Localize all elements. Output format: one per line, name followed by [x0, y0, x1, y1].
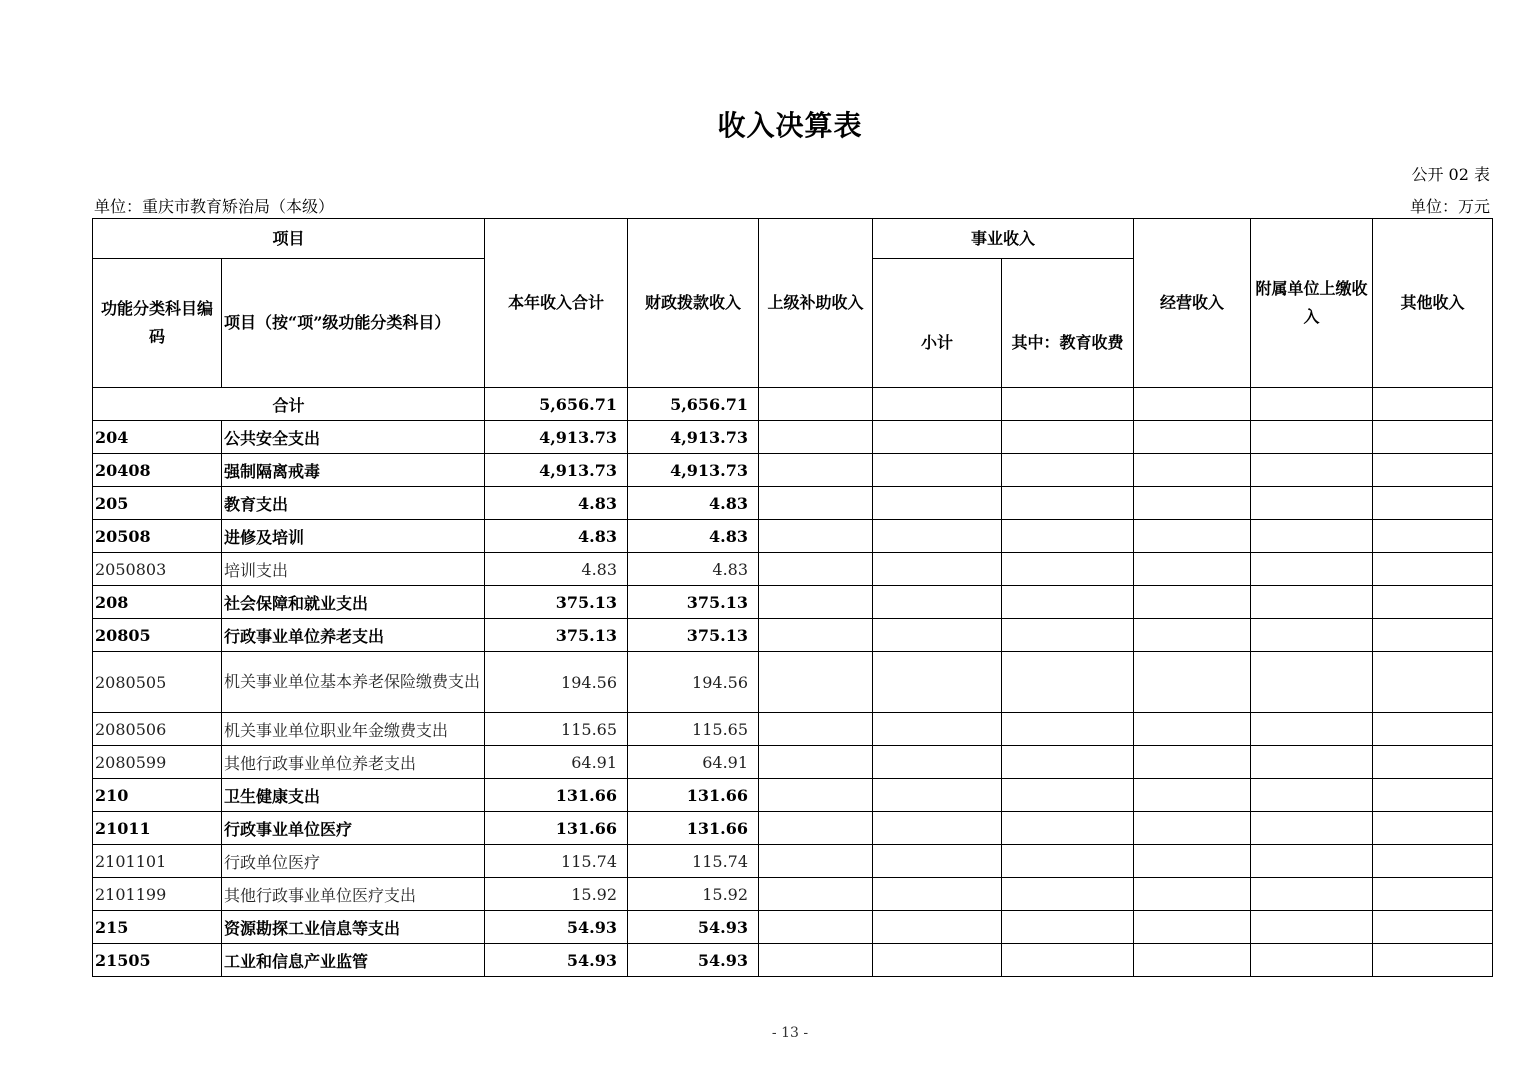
empty-cell — [759, 746, 873, 779]
table-row — [93, 812, 1493, 845]
currency-unit: 单位：万元 — [1409, 197, 1490, 216]
empty-cell — [1373, 911, 1493, 944]
empty-cell — [1134, 652, 1251, 713]
row-name: 公共安全支出 — [222, 421, 485, 454]
empty-cell — [759, 553, 873, 586]
row-total: 131.66 — [485, 779, 628, 812]
row-fiscal: 131.66 — [628, 779, 759, 812]
empty-cell — [1134, 619, 1251, 652]
row-fiscal: 115.74 — [628, 845, 759, 878]
empty-cell — [759, 911, 873, 944]
row-code: 20805 — [93, 619, 222, 652]
row-code: 21011 — [93, 812, 222, 845]
empty-cell — [759, 779, 873, 812]
row-code: 205 — [93, 487, 222, 520]
empty-cell — [759, 520, 873, 553]
empty-cell — [759, 713, 873, 746]
empty-cell — [1134, 878, 1251, 911]
row-name: 资源勘探工业信息等支出 — [222, 911, 485, 944]
row-code: 208 — [93, 586, 222, 619]
row-name: 其他行政事业单位养老支出 — [222, 746, 485, 779]
empty-cell — [1251, 619, 1373, 652]
row-total: 194.56 — [485, 652, 628, 713]
empty-cell — [1373, 421, 1493, 454]
table-row — [93, 454, 1493, 487]
row-code: 21505 — [93, 944, 222, 977]
empty-cell — [873, 652, 1002, 713]
empty-cell — [759, 619, 873, 652]
row-code: 2101199 — [93, 878, 222, 911]
empty-cell — [1373, 878, 1493, 911]
table-row — [93, 911, 1493, 944]
row-total: 4.83 — [485, 520, 628, 553]
empty-cell — [1002, 878, 1134, 911]
row-name: 培训支出 — [222, 553, 485, 586]
empty-cell — [873, 619, 1002, 652]
empty-cell — [1251, 520, 1373, 553]
row-total: 115.65 — [485, 713, 628, 746]
page-number: - 13 - — [771, 1025, 809, 1041]
empty-cell — [873, 779, 1002, 812]
row-total: 4.83 — [485, 553, 628, 586]
empty-cell — [1134, 845, 1251, 878]
empty-cell — [873, 713, 1002, 746]
header-edu-fee: 其中：教育收费 — [1002, 259, 1134, 388]
empty-cell — [1002, 746, 1134, 779]
row-fiscal: 4.83 — [628, 553, 759, 586]
empty-cell — [759, 878, 873, 911]
empty-cell — [1251, 845, 1373, 878]
empty-cell — [759, 845, 873, 878]
row-code: 2080506 — [93, 713, 222, 746]
empty-cell — [759, 944, 873, 977]
row-name: 进修及培训 — [222, 520, 485, 553]
empty-cell — [1134, 520, 1251, 553]
row-total: 4,913.73 — [485, 421, 628, 454]
empty-cell — [1002, 520, 1134, 553]
empty-cell — [1251, 586, 1373, 619]
row-fiscal: 4.83 — [628, 520, 759, 553]
header-business: 事业收入 — [873, 219, 1134, 259]
header-code: 功能分类科目编码 — [93, 259, 222, 388]
header-total: 本年收入合计 — [485, 219, 628, 388]
header-project: 项目 — [93, 219, 485, 259]
empty-cell — [1251, 454, 1373, 487]
empty-cell — [1373, 652, 1493, 713]
empty-cell — [759, 454, 873, 487]
row-fiscal: 194.56 — [628, 652, 759, 713]
empty-cell — [1002, 779, 1134, 812]
empty-cell — [1251, 944, 1373, 977]
row-name: 机关事业单位基本养老保险缴费支出 — [222, 652, 485, 713]
row-code: 2101101 — [93, 845, 222, 878]
header-operating: 经营收入 — [1134, 219, 1251, 388]
header-other: 其他收入 — [1373, 219, 1493, 388]
empty-cell — [1002, 553, 1134, 586]
page-title: 收入决算表 — [717, 109, 863, 142]
total-label: 合计 — [93, 388, 485, 421]
empty-cell — [1373, 586, 1493, 619]
empty-cell — [1002, 713, 1134, 746]
empty-cell — [1134, 586, 1251, 619]
reporting-unit: 单位：重庆市教育矫治局（本级） — [94, 197, 335, 216]
row-code: 204 — [93, 421, 222, 454]
row-fiscal: 375.13 — [628, 619, 759, 652]
total-row — [93, 388, 1493, 421]
empty-cell — [1134, 812, 1251, 845]
table-row — [93, 421, 1493, 454]
empty-cell — [873, 454, 1002, 487]
header-affiliated: 附属单位上缴收入 — [1251, 219, 1373, 388]
row-code: 2080505 — [93, 652, 222, 713]
empty-cell — [1373, 713, 1493, 746]
empty-cell — [1373, 553, 1493, 586]
empty-cell — [1134, 911, 1251, 944]
table-row — [93, 944, 1493, 977]
row-name: 行政事业单位医疗 — [222, 812, 485, 845]
row-fiscal: 4.83 — [628, 487, 759, 520]
table-row — [93, 619, 1493, 652]
table-row — [93, 878, 1493, 911]
row-total: 54.93 — [485, 944, 628, 977]
row-fiscal: 375.13 — [628, 586, 759, 619]
empty-cell — [1373, 454, 1493, 487]
empty-cell — [1134, 713, 1251, 746]
empty-cell — [873, 812, 1002, 845]
empty-cell — [1251, 911, 1373, 944]
empty-cell — [873, 487, 1002, 520]
empty-cell — [759, 812, 873, 845]
empty-cell — [1373, 520, 1493, 553]
total-income: 5,656.71 — [485, 388, 628, 421]
row-name: 行政事业单位养老支出 — [222, 619, 485, 652]
empty-cell — [1251, 652, 1373, 713]
empty-cell — [873, 878, 1002, 911]
empty-cell — [1251, 487, 1373, 520]
row-code: 20408 — [93, 454, 222, 487]
row-name: 机关事业单位职业年金缴费支出 — [222, 713, 485, 746]
header-fiscal: 财政拨款收入 — [628, 219, 759, 388]
row-total: 115.74 — [485, 845, 628, 878]
empty-cell — [1134, 454, 1251, 487]
row-name: 行政单位医疗 — [222, 845, 485, 878]
row-fiscal: 15.92 — [628, 878, 759, 911]
row-fiscal: 4,913.73 — [628, 421, 759, 454]
empty-cell — [1002, 812, 1134, 845]
empty-cell — [759, 487, 873, 520]
row-code: 215 — [93, 911, 222, 944]
table-row — [93, 520, 1493, 553]
row-total: 375.13 — [485, 586, 628, 619]
empty-cell — [1373, 619, 1493, 652]
row-code: 2050803 — [93, 553, 222, 586]
empty-cell — [1134, 944, 1251, 977]
header-name: 项目（按“项”级功能分类科目） — [222, 259, 485, 388]
empty-cell — [1002, 454, 1134, 487]
empty-cell — [1373, 746, 1493, 779]
table-row — [93, 553, 1493, 586]
row-total: 54.93 — [485, 911, 628, 944]
table-row — [93, 746, 1493, 779]
table-row — [93, 652, 1493, 713]
table-row — [93, 713, 1493, 746]
empty-cell — [759, 652, 873, 713]
row-fiscal: 64.91 — [628, 746, 759, 779]
empty-cell — [1134, 487, 1251, 520]
table-row — [93, 487, 1493, 520]
empty-cell — [1251, 713, 1373, 746]
row-total: 4,913.73 — [485, 454, 628, 487]
empty-cell — [873, 845, 1002, 878]
empty-cell — [873, 586, 1002, 619]
row-total: 64.91 — [485, 746, 628, 779]
empty-cell — [1373, 812, 1493, 845]
empty-cell — [1002, 487, 1134, 520]
row-total: 131.66 — [485, 812, 628, 845]
empty-cell — [759, 586, 873, 619]
row-code: 210 — [93, 779, 222, 812]
row-name: 卫生健康支出 — [222, 779, 485, 812]
row-code: 2080599 — [93, 746, 222, 779]
empty-cell — [1251, 812, 1373, 845]
empty-cell — [873, 421, 1002, 454]
empty-cell — [1251, 779, 1373, 812]
empty-cell — [1002, 845, 1134, 878]
row-fiscal: 4,913.73 — [628, 454, 759, 487]
empty-cell — [1002, 911, 1134, 944]
empty-cell — [873, 553, 1002, 586]
empty-cell — [1373, 779, 1493, 812]
empty-cell — [1373, 944, 1493, 977]
row-total: 15.92 — [485, 878, 628, 911]
empty-cell — [1002, 421, 1134, 454]
empty-cell — [1251, 421, 1373, 454]
empty-cell — [1134, 779, 1251, 812]
empty-cell — [873, 520, 1002, 553]
empty-cell — [1002, 619, 1134, 652]
income-table — [92, 218, 1493, 977]
row-name: 教育支出 — [222, 487, 485, 520]
empty-cell — [1251, 878, 1373, 911]
table-row — [93, 586, 1493, 619]
form-number: 公开 02 表 — [1411, 165, 1490, 184]
empty-cell — [1251, 746, 1373, 779]
table-row — [93, 779, 1493, 812]
row-fiscal: 131.66 — [628, 812, 759, 845]
empty-cell — [1373, 845, 1493, 878]
empty-cell — [873, 944, 1002, 977]
row-name: 工业和信息产业监管 — [222, 944, 485, 977]
empty-cell — [1134, 746, 1251, 779]
empty-cell — [1002, 586, 1134, 619]
empty-cell — [1134, 421, 1251, 454]
row-total: 4.83 — [485, 487, 628, 520]
table-row — [93, 845, 1493, 878]
empty-cell — [1002, 944, 1134, 977]
row-total: 375.13 — [485, 619, 628, 652]
row-code: 20508 — [93, 520, 222, 553]
row-fiscal: 54.93 — [628, 911, 759, 944]
empty-cell — [1134, 553, 1251, 586]
row-name: 强制隔离戒毒 — [222, 454, 485, 487]
total-fiscal: 5,656.71 — [628, 388, 759, 421]
row-fiscal: 115.65 — [628, 713, 759, 746]
empty-cell — [1251, 553, 1373, 586]
row-name: 社会保障和就业支出 — [222, 586, 485, 619]
empty-cell — [759, 421, 873, 454]
empty-cell — [1373, 487, 1493, 520]
row-name: 其他行政事业单位医疗支出 — [222, 878, 485, 911]
header-subtotal: 小计 — [873, 259, 1002, 388]
empty-cell — [873, 746, 1002, 779]
empty-cell — [1002, 652, 1134, 713]
header-superior: 上级补助收入 — [759, 219, 873, 388]
row-fiscal: 54.93 — [628, 944, 759, 977]
empty-cell — [873, 911, 1002, 944]
